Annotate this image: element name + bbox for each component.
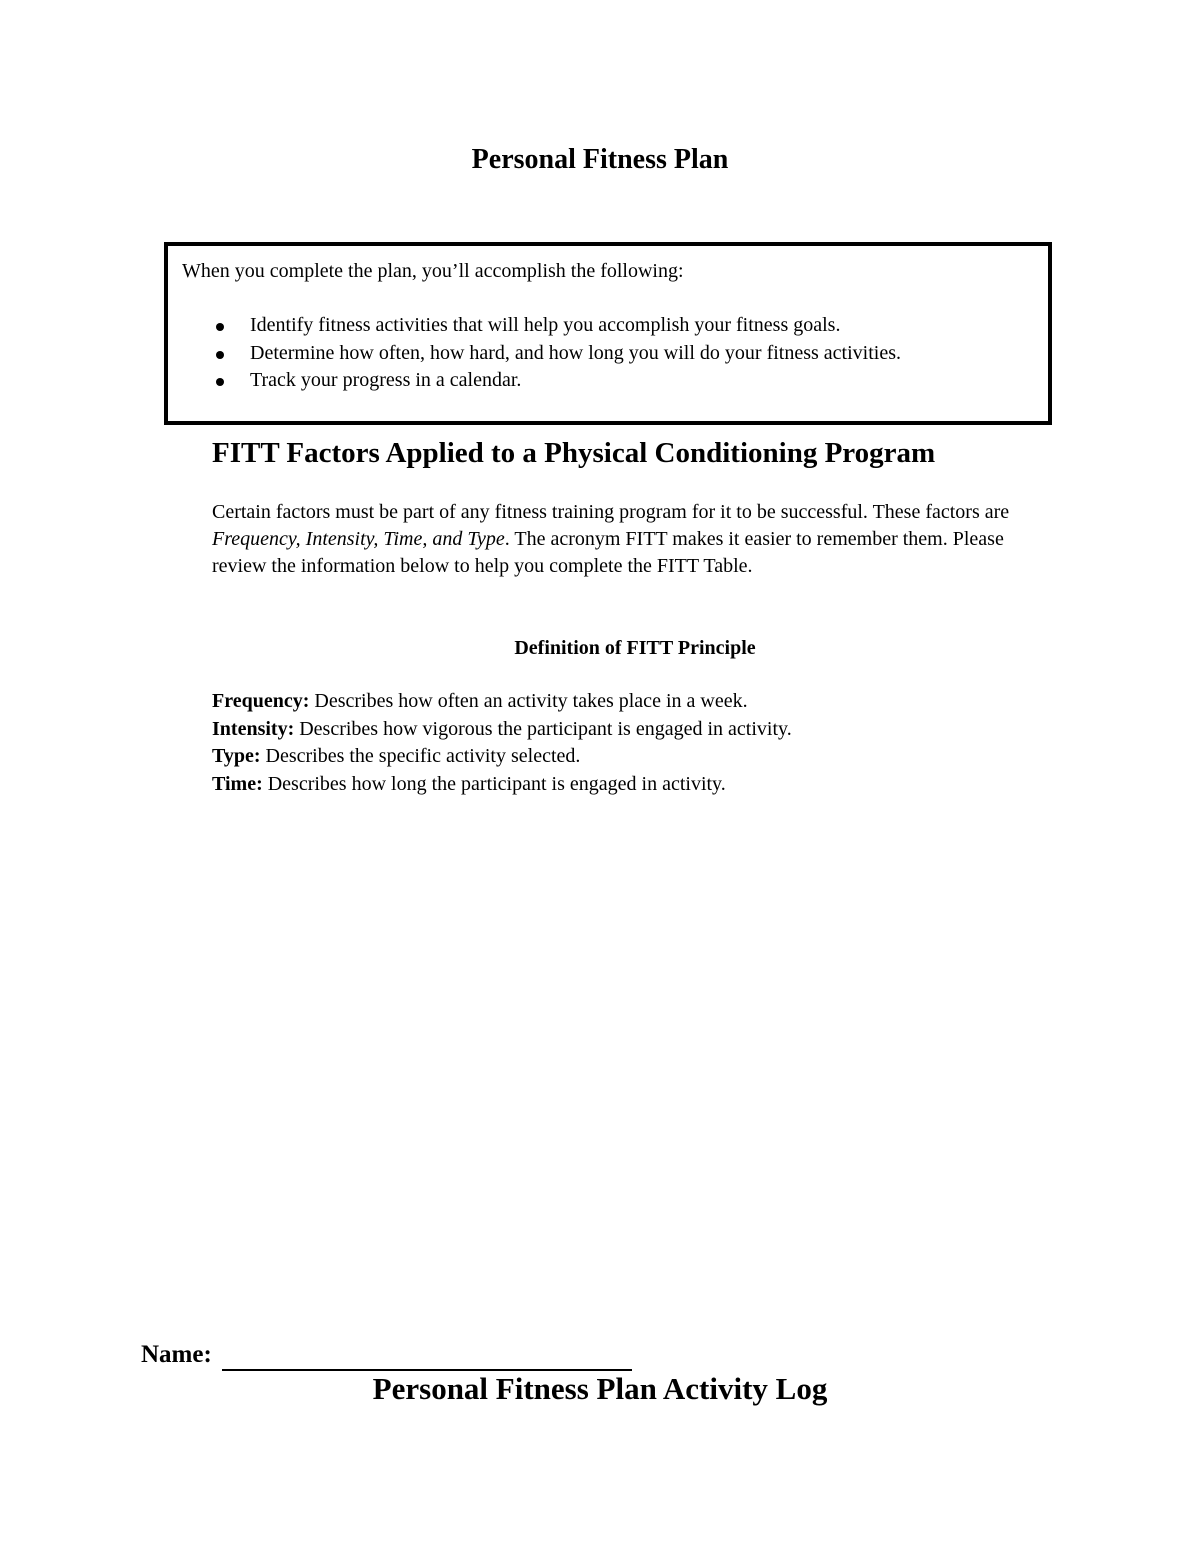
bullet-icon <box>216 378 224 386</box>
goal-item <box>168 340 901 368</box>
definition-item-intensity <box>212 716 792 744</box>
definition-text: Describes how often an activity takes place in a week. <box>309 690 748 712</box>
goal-item <box>168 312 901 340</box>
activity-log-title: Personal Fitness Plan Activity Log <box>372 1371 828 1406</box>
goals-intro: When you complete the plan, you’ll accomplish the following: <box>182 260 684 282</box>
goals-box <box>164 242 1052 425</box>
definition-term: Type: <box>212 745 261 767</box>
definition-item-time <box>212 771 792 799</box>
definition-text: Describes how long the participant is engaged in activity. <box>262 772 726 795</box>
bullet-icon <box>216 323 224 331</box>
bullet-icon <box>216 351 224 359</box>
definition-term: Intensity: <box>212 717 295 740</box>
definition-heading: Definition of FITT Principle <box>514 637 756 659</box>
definition-text: Describes the specific activity selected. <box>260 745 581 767</box>
goal-item-text: Determine how often, how hard, and how long you will do your fitness activities. <box>250 341 901 364</box>
fitt-intro-emphasis: Frequency, Intensity, Time, and Type <box>212 528 505 550</box>
definition-text: Describes how vigorous the participant is engaged in activity. <box>294 717 792 740</box>
name-label: Name: <box>141 1341 212 1368</box>
page-title: Personal Fitness Plan <box>471 144 729 175</box>
goal-item-text: Track your progress in a calendar. <box>250 369 522 391</box>
fitt-intro-text-2: . The acronym FITT makes it easier to remember them. Please review the information below to help you complete the FITT Table. <box>212 528 1004 577</box>
fitt-intro-text-1: Certain factors must be part of any fitness training program for it to be successful. These factors are <box>212 501 1010 523</box>
definition-item-type <box>212 743 792 771</box>
definition-item-frequency <box>212 688 792 716</box>
goal-item-text: Identify fitness activities that will help you accomplish your fitness goals. <box>250 314 841 336</box>
definition-list <box>212 688 792 798</box>
fitt-heading: FITT Factors Applied to a Physical Conditioning Program <box>212 437 936 469</box>
goal-item <box>168 367 901 395</box>
goals-list <box>168 312 901 395</box>
definition-term: Time: <box>212 772 263 795</box>
fitt-intro-paragraph <box>212 499 1062 580</box>
name-field <box>141 1339 632 1371</box>
definition-term: Frequency: <box>212 690 310 712</box>
name-blank-line[interactable] <box>222 1343 632 1371</box>
